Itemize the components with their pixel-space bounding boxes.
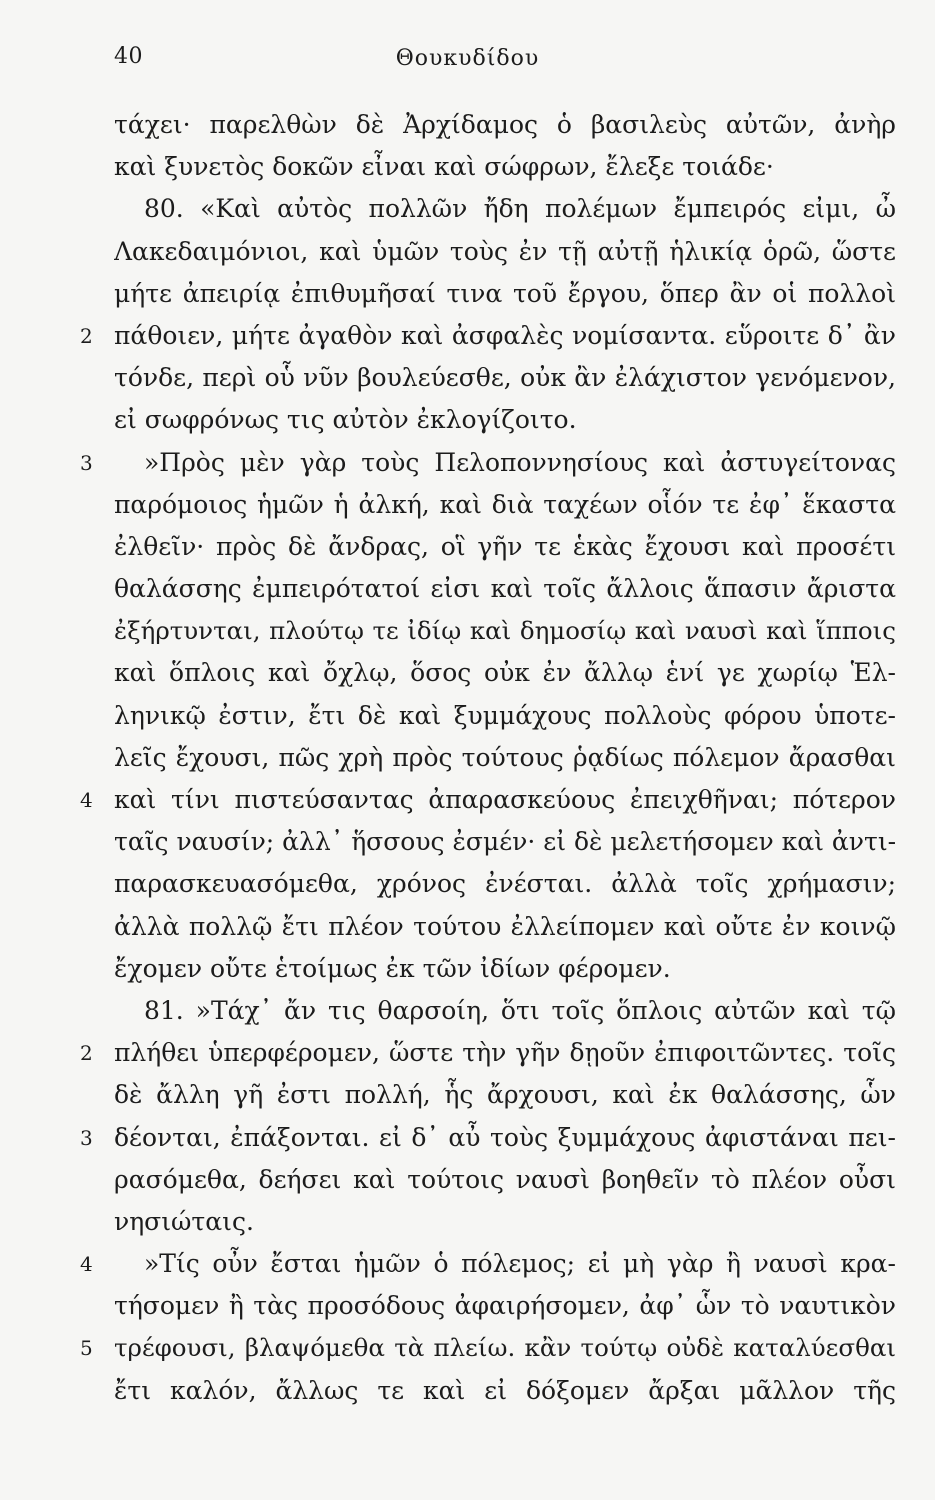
text-line [0,442,935,484]
text-line [0,357,935,399]
text-line [0,188,935,230]
line-text: ἐλθεῖν· πρὸς δὲ ἄνδρας, οἳ γῆν τε ἑκὰς ἔχουσι καὶ προσέτι [114,531,896,561]
line-text: ρασόμεθα, δεήσει καὶ τούτοις ναυσὶ βοηθεῖν τὸ πλέον οὖσι [114,1164,896,1194]
line-text: τάχει· παρελθὼν δὲ Ἀρχίδαμος ὁ βασιλεὺς αὐτῶν, ἀνὴρ [114,110,896,139]
text-line [0,737,935,779]
text-line [0,1370,935,1412]
text-line [0,863,935,905]
page-header [0,44,935,76]
line-text: νησιώταις. [114,1206,254,1236]
margin-section-number: 5 [80,1336,93,1361]
line-text: Λακεδαιμόνιοι, καὶ ὑμῶν τοὺς ἐν τῇ αὐτῇ ἡλικίᾳ ὁρῶ, ὥστε [114,236,896,266]
text-line [0,695,935,737]
line-text: θαλάσσης ἐμπειρότατοί εἰσι καὶ τοῖς ἄλλοις ἅπασιν ἄριστα [114,574,896,604]
line-text: παρασκευασόμεθα, χρόνος ἐνέσται. ἀλλὰ τοῖς χρήμασιν; [114,869,896,899]
line-text: τόνδε, περὶ οὗ νῦν βουλεύεσθε, οὐκ ἂν ἐλάχιστον γενόμενον, [114,363,896,393]
text-line [0,1074,935,1116]
text-line [0,906,935,948]
margin-section-number: 3 [80,450,93,475]
text-line [0,315,935,357]
margin-section-number: 2 [80,323,93,348]
line-text: δέονται, ἐπάξονται. εἰ δ᾽ αὖ τοὺς ξυμμάχους ἀφιστάναι πει- [114,1122,896,1152]
line-text: δὲ ἄλλη γῆ ἐστι πολλή, ἧς ἄρχουσι, καὶ ἐκ θαλάσσης, ὧν [114,1080,896,1110]
line-text: »Τίς οὖν ἔσται ἡμῶν ὁ πόλεμος; εἰ μὴ γὰρ ἢ ναυσὶ κρα- [144,1249,896,1279]
line-text: λεῖς ἔχουσι, πῶς χρὴ πρὸς τούτους ῥᾳδίως πόλεμον ἄρασθαι [114,742,896,772]
text-line [0,1032,935,1074]
running-title: Θουκυδίδου [395,46,540,71]
margin-section-number: 3 [80,1125,93,1150]
text-line [0,821,935,863]
text-line [0,652,935,694]
line-text: ἐξήρτυνται, πλούτῳ τε ἰδίῳ καὶ δημοσίῳ καὶ ναυσὶ καὶ ἵπποις [114,616,896,646]
line-text: εἰ σωφρόνως τις αὐτὸν ἐκλογίζοιτο. [114,405,577,435]
margin-section-number: 4 [80,1252,93,1277]
text-line [0,990,935,1032]
text-line [0,1243,935,1285]
text-line [0,779,935,821]
line-text: τρέφουσι, βλαψόμεθα τὰ πλείω. κἂν τούτῳ οὐδὲ καταλύεσθαι [114,1333,896,1363]
text-line [0,146,935,188]
text-line [0,526,935,568]
text-line [0,484,935,526]
text-line [0,104,935,146]
line-text: ἔτι καλόν, ἄλλως τε καὶ εἰ δόξομεν ἄρξαι μᾶλλον τῆς [114,1375,896,1405]
text-line [0,1201,935,1243]
text-line [0,1285,935,1327]
line-text: καὶ τίνι πιστεύσαντας ἀπαρασκεύους ἐπειχθῆναι; πότερον [114,785,896,814]
text-line [0,273,935,315]
text-line [0,1117,935,1159]
line-text: παρόμοιος ἡμῶν ἡ ἀλκή, καὶ διὰ ταχέων οἷόν τε ἐφ᾽ ἕκαστα [114,489,896,519]
line-text: ληνικῷ ἐστιν, ἔτι δὲ καὶ ξυμμάχους πολλοὺς φόρου ὑποτε- [114,700,896,730]
text-line [0,1327,935,1369]
line-text: »Πρὸς μὲν γὰρ τοὺς Πελοποννησίους καὶ ἀστυγείτονας [144,447,896,477]
line-text: 80. «Καὶ αὐτὸς πολλῶν ἤδη πολέμων ἔμπειρός εἰμι, ὦ [144,194,896,224]
line-text: καὶ ὅπλοις καὶ ὄχλῳ, ὅσος οὐκ ἐν ἄλλῳ ἑνί γε χωρίῳ Ἑλ- [114,658,896,688]
text-line [0,399,935,441]
line-text: 81. »Τάχ᾽ ἄν τις θαρσοίη, ὅτι τοῖς ὅπλοις αὐτῶν καὶ τῷ [144,995,896,1025]
line-text: μήτε ἀπειρίᾳ ἐπιθυμῆσαί τινα τοῦ ἔργου, ὅπερ ἂν οἱ πολλοὶ [114,278,896,308]
line-text: ἔχομεν οὔτε ἑτοίμως ἐκ τῶν ἰδίων φέρομεν. [114,953,671,983]
margin-section-number: 4 [80,788,93,812]
text-line [0,1159,935,1201]
text-line [0,610,935,652]
line-text: πάθοιεν, μήτε ἀγαθὸν καὶ ἀσφαλὲς νομίσαντα. εὕροιτε δ᾽ ἂν [114,320,896,350]
line-text: ἀλλὰ πολλῷ ἔτι πλέον τούτου ἐλλείπομεν καὶ οὔτε ἐν κοινῷ [114,911,896,941]
text-line [0,231,935,273]
text-line [0,948,935,990]
text-body [0,104,935,1412]
page-number: 40 [114,44,143,69]
margin-section-number: 2 [80,1041,93,1066]
line-text: ταῖς ναυσίν; ἀλλ᾽ ἥσσους ἐσμέν· εἰ δὲ μελετήσομεν καὶ ἀντι- [114,827,896,857]
text-line [0,568,935,610]
line-text: πλήθει ὑπερφέρομεν, ὥστε τὴν γῆν δῃοῦν ἐπιφοιτῶντες. τοῖς [114,1038,896,1068]
line-text: καὶ ξυνετὸς δοκῶν εἶναι καὶ σώφρων, ἔλεξε τοιάδε· [114,152,774,182]
line-text: τήσομεν ἢ τὰς προσόδους ἀφαιρήσομεν, ἀφ᾽ ὧν τὸ ναυτικὸν [114,1291,896,1321]
